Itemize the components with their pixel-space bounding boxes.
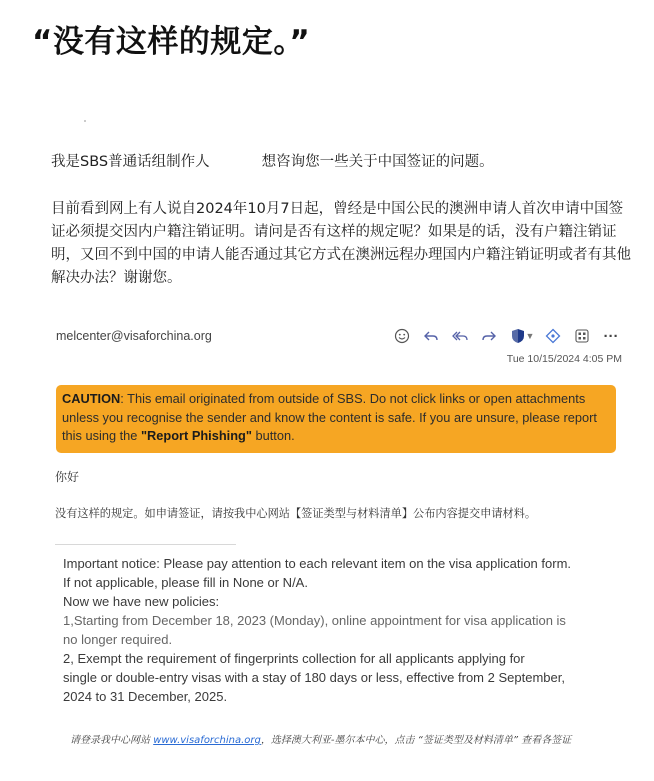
reply-text: 没有这样的规定。如申请签证，请按我中心网站【签证类型与材料清单】公布内容提交申请材料。 (55, 507, 537, 520)
email-header (56, 326, 626, 370)
stray-dot (84, 120, 86, 122)
email-actions (384, 326, 622, 346)
policy-1-line-1: 1,Starting from December 18, 2023 (Monday), online appointment for visa application is (63, 613, 566, 628)
email-timestamp: Tue 10/15/2024 4:05 PM (506, 353, 622, 365)
footer-note (70, 731, 571, 746)
caution-banner (56, 385, 616, 453)
forward-icon[interactable] (478, 326, 500, 346)
reply-icon[interactable] (420, 326, 442, 346)
visa-website-link[interactable]: www.visaforchina.org (153, 735, 261, 746)
inquiry-body: 目前看到网上有人说自2024年10月7日起，曾经是中国公民的澳洲申请人首次申请中国签证必须提交因内户籍注销证明。请问是否有这样的规定呢？如果是的话，没有户籍注销证明，又回不到中国的申请人能否通过其它方式在澳洲远程办理国内户籍注销证明或者有其他解决办法？谢谢您。 (51, 201, 631, 286)
divider (55, 544, 236, 545)
footer-prefix: 请登录我中心网站 (70, 735, 154, 746)
caution-text-2: button. (251, 428, 295, 443)
apps-icon[interactable] (571, 326, 593, 346)
policy-2-line-3: 2024 to 31 December, 2025. (63, 689, 228, 704)
more-icon[interactable]: ··· (603, 327, 619, 345)
greeting: 你好 (55, 470, 80, 484)
headline: “没有这样的规定。” (32, 24, 311, 60)
notice-line-2: If not applicable, please fill in None or N/A. (63, 575, 308, 590)
notice-block (63, 554, 611, 706)
inquiry-intro (51, 151, 636, 174)
notice-line-3: Now we have new policies: (63, 594, 220, 609)
policy-2-line-1: 2, Exempt the requirement of fingerprints collection for all applicants applying for (63, 651, 525, 666)
notice-line-1: Important notice: Please pay attention to each relevant item on the visa application form. (63, 556, 572, 571)
footer-suffix: ，选择澳大利亚-墨尔本中心，点击 “签证类型及材料清单” 查看各签证 (260, 735, 572, 746)
chevron-down-icon[interactable]: ▼ (525, 331, 535, 341)
reply-all-icon[interactable] (449, 326, 471, 346)
policy-1-line-2: no longer required. (63, 632, 173, 647)
inquiry-text (51, 151, 636, 290)
report-phishing-name: "Report Phishing" (140, 428, 252, 443)
policy-2-line-2: single or double-entry visas with a stay of 180 days or less, effective from 2 September, (63, 670, 565, 685)
smiley-icon[interactable] (391, 326, 413, 346)
inquiry-intro-sender: 我是SBS普通话组制作人 (51, 154, 210, 170)
inquiry-intro-question: 想咨询您一些关于中国签证的问题。 (261, 154, 494, 170)
caution-label: CAUTION (62, 391, 121, 406)
sender-address[interactable]: melcenter@visaforchina.org (56, 329, 212, 343)
tag-icon[interactable] (542, 326, 564, 346)
caution-text-1: : This email originated from outside of SBS. Do not click links or open attachments unless you recognise the sender and know the content is safe. If you are unsure, please report this using the (62, 391, 597, 443)
